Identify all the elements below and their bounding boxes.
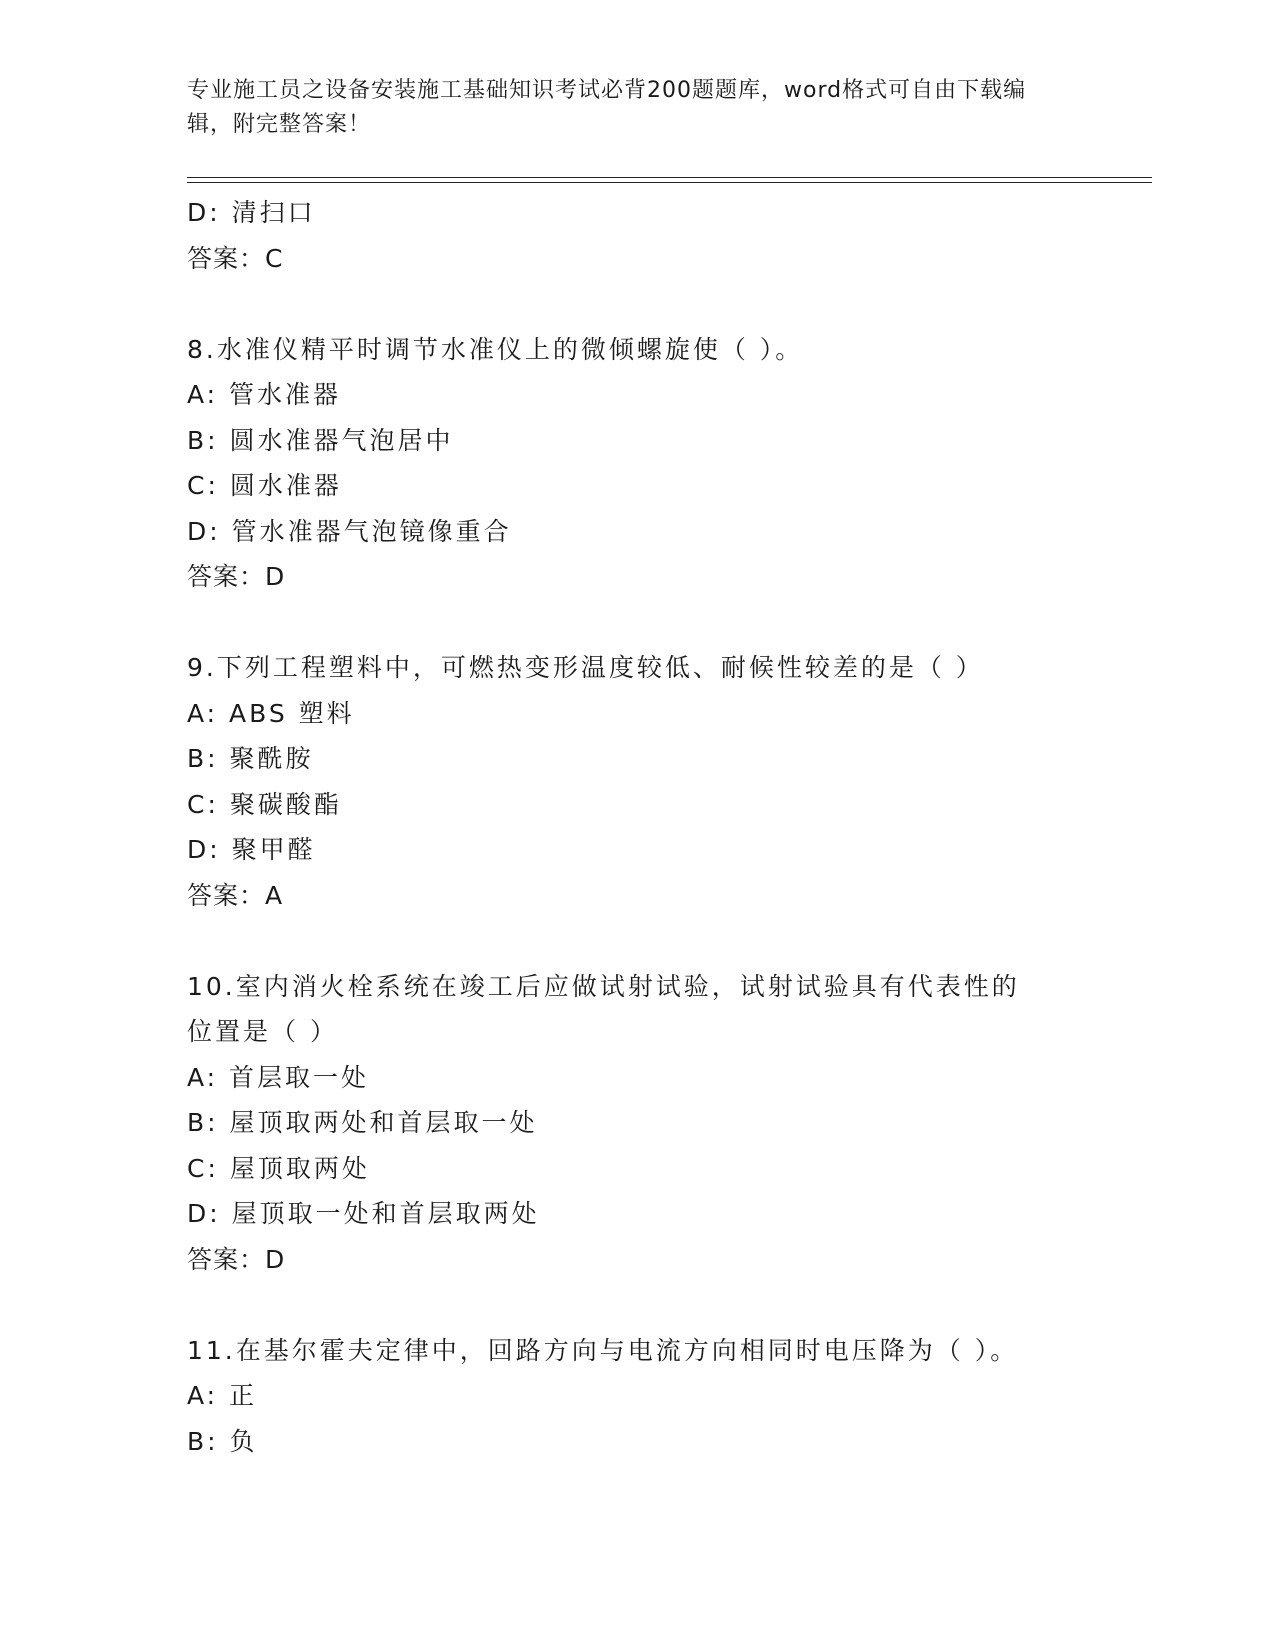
- answer-line: 答案：D: [187, 562, 286, 591]
- option-b: B: 屋顶取两处和首层取一处: [187, 1108, 538, 1137]
- option-b: B: 聚酰胺: [187, 744, 314, 773]
- answer-line: 答案：D: [187, 1244, 286, 1274]
- option-b: B: 负: [187, 1426, 258, 1456]
- option-a: A: 首层取一处: [187, 1062, 370, 1092]
- header-divider-top: [187, 177, 1152, 178]
- question-stem: 11.在基尔霍夫定律中，回路方向与电流方向相同时电压降为（ ）。: [187, 1335, 1019, 1365]
- spacer: [187, 281, 1087, 327]
- question-8: [187, 327, 1087, 600]
- spacer: [187, 600, 1087, 646]
- answer-line: 答案：A: [187, 880, 284, 910]
- question-7-fragment: [187, 190, 1087, 281]
- spacer: [187, 1282, 1087, 1328]
- option-d: D: 聚甲醛: [187, 835, 316, 864]
- question-stem: 10.室内消火栓系统在竣工后应做试射试验，试射试验具有代表性的位置是（ ）: [187, 971, 1020, 1046]
- question-11: [187, 1328, 1087, 1465]
- question-stem: 9.下列工程塑料中，可燃热变形温度较低、耐候性较差的是（ ）: [187, 653, 984, 682]
- question-9: [187, 645, 1087, 918]
- question-list: [187, 190, 1087, 1464]
- option-d: D: 清扫口: [187, 198, 316, 227]
- question-stem: 8.水准仪精平时调节水准仪上的微倾螺旋使（ ）。: [187, 334, 804, 364]
- answer-line: 答案：C: [187, 243, 284, 273]
- option-c: C: 圆水准器: [187, 471, 342, 500]
- option-b: B: 圆水准器气泡居中: [187, 425, 454, 455]
- header-divider-bottom: [187, 182, 1152, 183]
- option-a: A: 管水准器: [187, 380, 342, 409]
- option-d: D: 屋顶取一处和首层取两处: [187, 1199, 540, 1228]
- spacer: [187, 918, 1087, 964]
- option-c: C: 聚碳酸酯: [187, 789, 342, 819]
- option-c: C: 屋顶取两处: [187, 1153, 370, 1183]
- option-a: A: ABS 塑料: [187, 698, 355, 728]
- question-10: [187, 964, 1087, 1283]
- option-d: D: 管水准器气泡镜像重合: [187, 516, 512, 546]
- document-header: 专业施工员之设备安装施工基础知识考试必背200题题库，word格式可自由下载编辑，附完整答案！: [187, 78, 1027, 137]
- option-a: A: 正: [187, 1381, 258, 1410]
